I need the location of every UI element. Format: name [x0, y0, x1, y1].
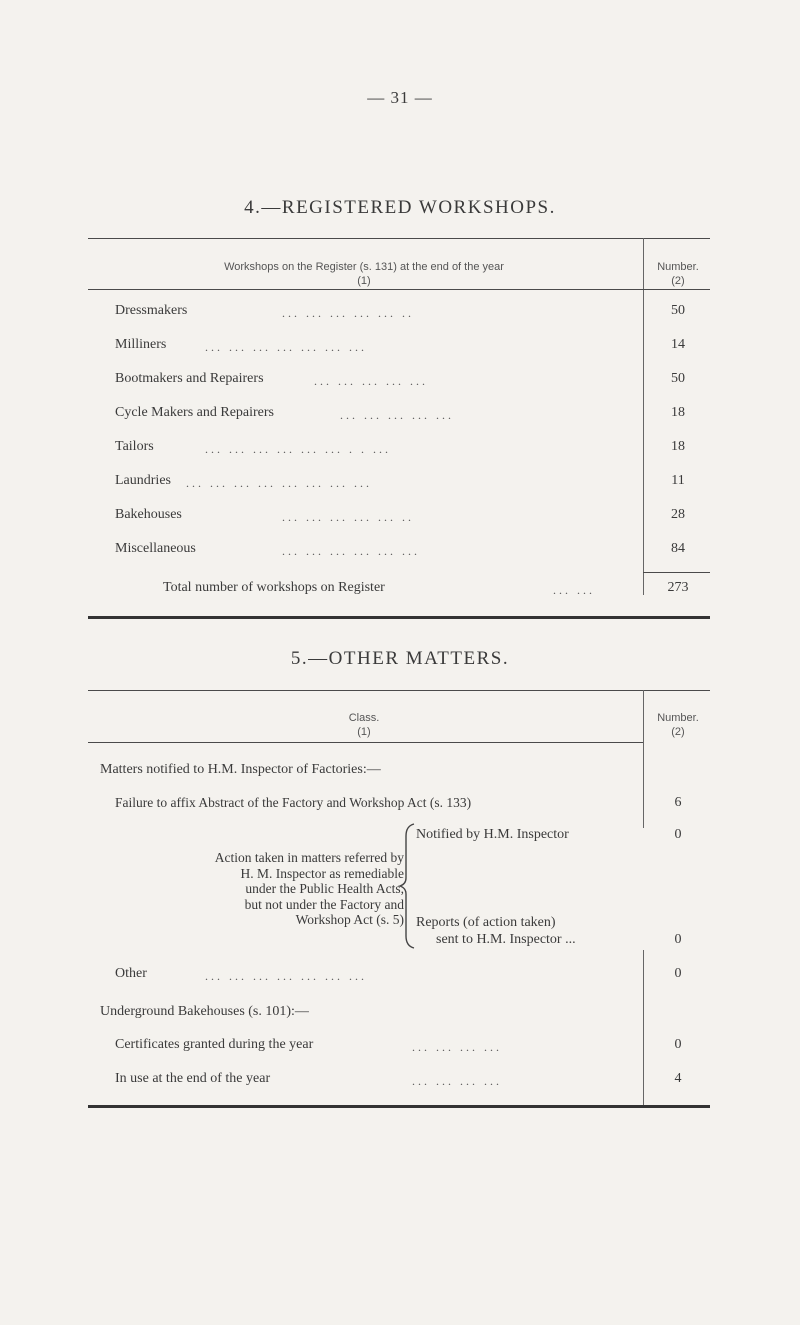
table4-column-divider [643, 238, 644, 595]
leader-dots: ... ... [553, 583, 595, 597]
table4-col2-header: Number. (2) [657, 261, 699, 287]
section-heading-bakehouses: Underground Bakehouses (s. 101):— [100, 1004, 309, 1019]
leader-dots: ... ... ... ... ... .. [282, 306, 414, 320]
other-number: 0 [674, 966, 682, 981]
table-row-label: Tailors [115, 439, 154, 454]
table-row-label: Cycle Makers and Repairers [115, 405, 274, 420]
leader-dots: ... ... ... ... ... [340, 408, 454, 422]
other-matters-title: 5.—OTHER MATTERS. [290, 648, 510, 669]
failure-label: Failure to affix Abstract of the Factory and Workshop Act (s. 133) [115, 795, 472, 810]
leader-dots: ... ... ... ... ... ... ... [205, 969, 367, 983]
reports-label-line1: Reports (of action taken) [416, 915, 556, 930]
failure-number: 6 [674, 795, 682, 810]
table-row-number: 18 [671, 405, 685, 420]
leader-dots: ... ... ... ... ... ... [282, 544, 420, 558]
in-use-label: In use at the end of the year [115, 1071, 271, 1086]
leader-dots: ... ... ... ... ... ... ... ... [186, 476, 372, 490]
table-row-label: Miscellaneous [115, 541, 196, 556]
table5-column-divider-2 [643, 760, 644, 828]
leader-dots: ... ... ... ... ... .. [282, 510, 414, 524]
total-rule [643, 572, 710, 573]
notified-number: 0 [674, 827, 682, 842]
page-number: — 31 — [367, 88, 433, 107]
notified-label: Notified by H.M. Inspector [416, 827, 569, 842]
table-row-number: 28 [671, 507, 685, 522]
table-row-label: Dressmakers [115, 303, 188, 318]
table5-top-rule [88, 690, 710, 691]
table-row-label: Laundries [115, 473, 171, 488]
total-label: Total number of workshops on Register [163, 580, 385, 595]
reports-number: 0 [674, 932, 682, 947]
table5-col2-header: Number. (2) [657, 712, 699, 738]
curly-brace-icon [398, 822, 418, 950]
total-number: 273 [667, 580, 689, 595]
table-row-label: Milliners [115, 337, 167, 352]
table4-header-rule [88, 289, 710, 290]
action-taken-label: Action taken in matters referred by H. M. Inspector as remediable under the Public Health Acts, but not under the Factory and Workshop Act (s. 5) [214, 850, 404, 927]
leader-dots: ... ... ... ... ... ... ... [205, 340, 367, 354]
certificates-label: Certificates granted during the year [115, 1037, 314, 1052]
table5-header-rule [88, 742, 643, 743]
registered-workshops-title: 4.—REGISTERED WORKSHOPS. [244, 197, 556, 218]
table-row-number: 50 [671, 371, 685, 386]
table-row-number: 11 [671, 473, 685, 488]
reports-label-line2: sent to H.M. Inspector ... [436, 932, 576, 947]
table5-column-divider-3 [643, 950, 644, 1105]
table-row-number: 18 [671, 439, 685, 454]
table-row-label: Bootmakers and Repairers [115, 371, 264, 386]
table4-bottom-rule [88, 616, 710, 619]
table-row-number: 84 [671, 541, 685, 556]
leader-dots: ... ... ... ... ... ... . . ... [205, 442, 391, 456]
in-use-number: 4 [674, 1071, 682, 1086]
certificates-number: 0 [674, 1037, 682, 1052]
leader-dots: ... ... ... ... ... [314, 374, 428, 388]
table-row-number: 50 [671, 303, 685, 318]
table4-col1-header: Workshops on the Register (s. 131) at the end of the year (1) [224, 261, 504, 287]
section-heading-notified: Matters notified to H.M. Inspector of Factories:— [100, 762, 381, 777]
table-row-number: 14 [671, 337, 685, 352]
leader-dots: ... ... ... ... [412, 1040, 502, 1054]
table5-col1-header: Class. (1) [348, 712, 380, 738]
other-label: Other [115, 966, 147, 981]
table-row-label: Bakehouses [115, 507, 182, 522]
table4-top-rule [88, 238, 710, 239]
leader-dots: ... ... ... ... [412, 1074, 502, 1088]
table5-bottom-rule [88, 1105, 710, 1108]
